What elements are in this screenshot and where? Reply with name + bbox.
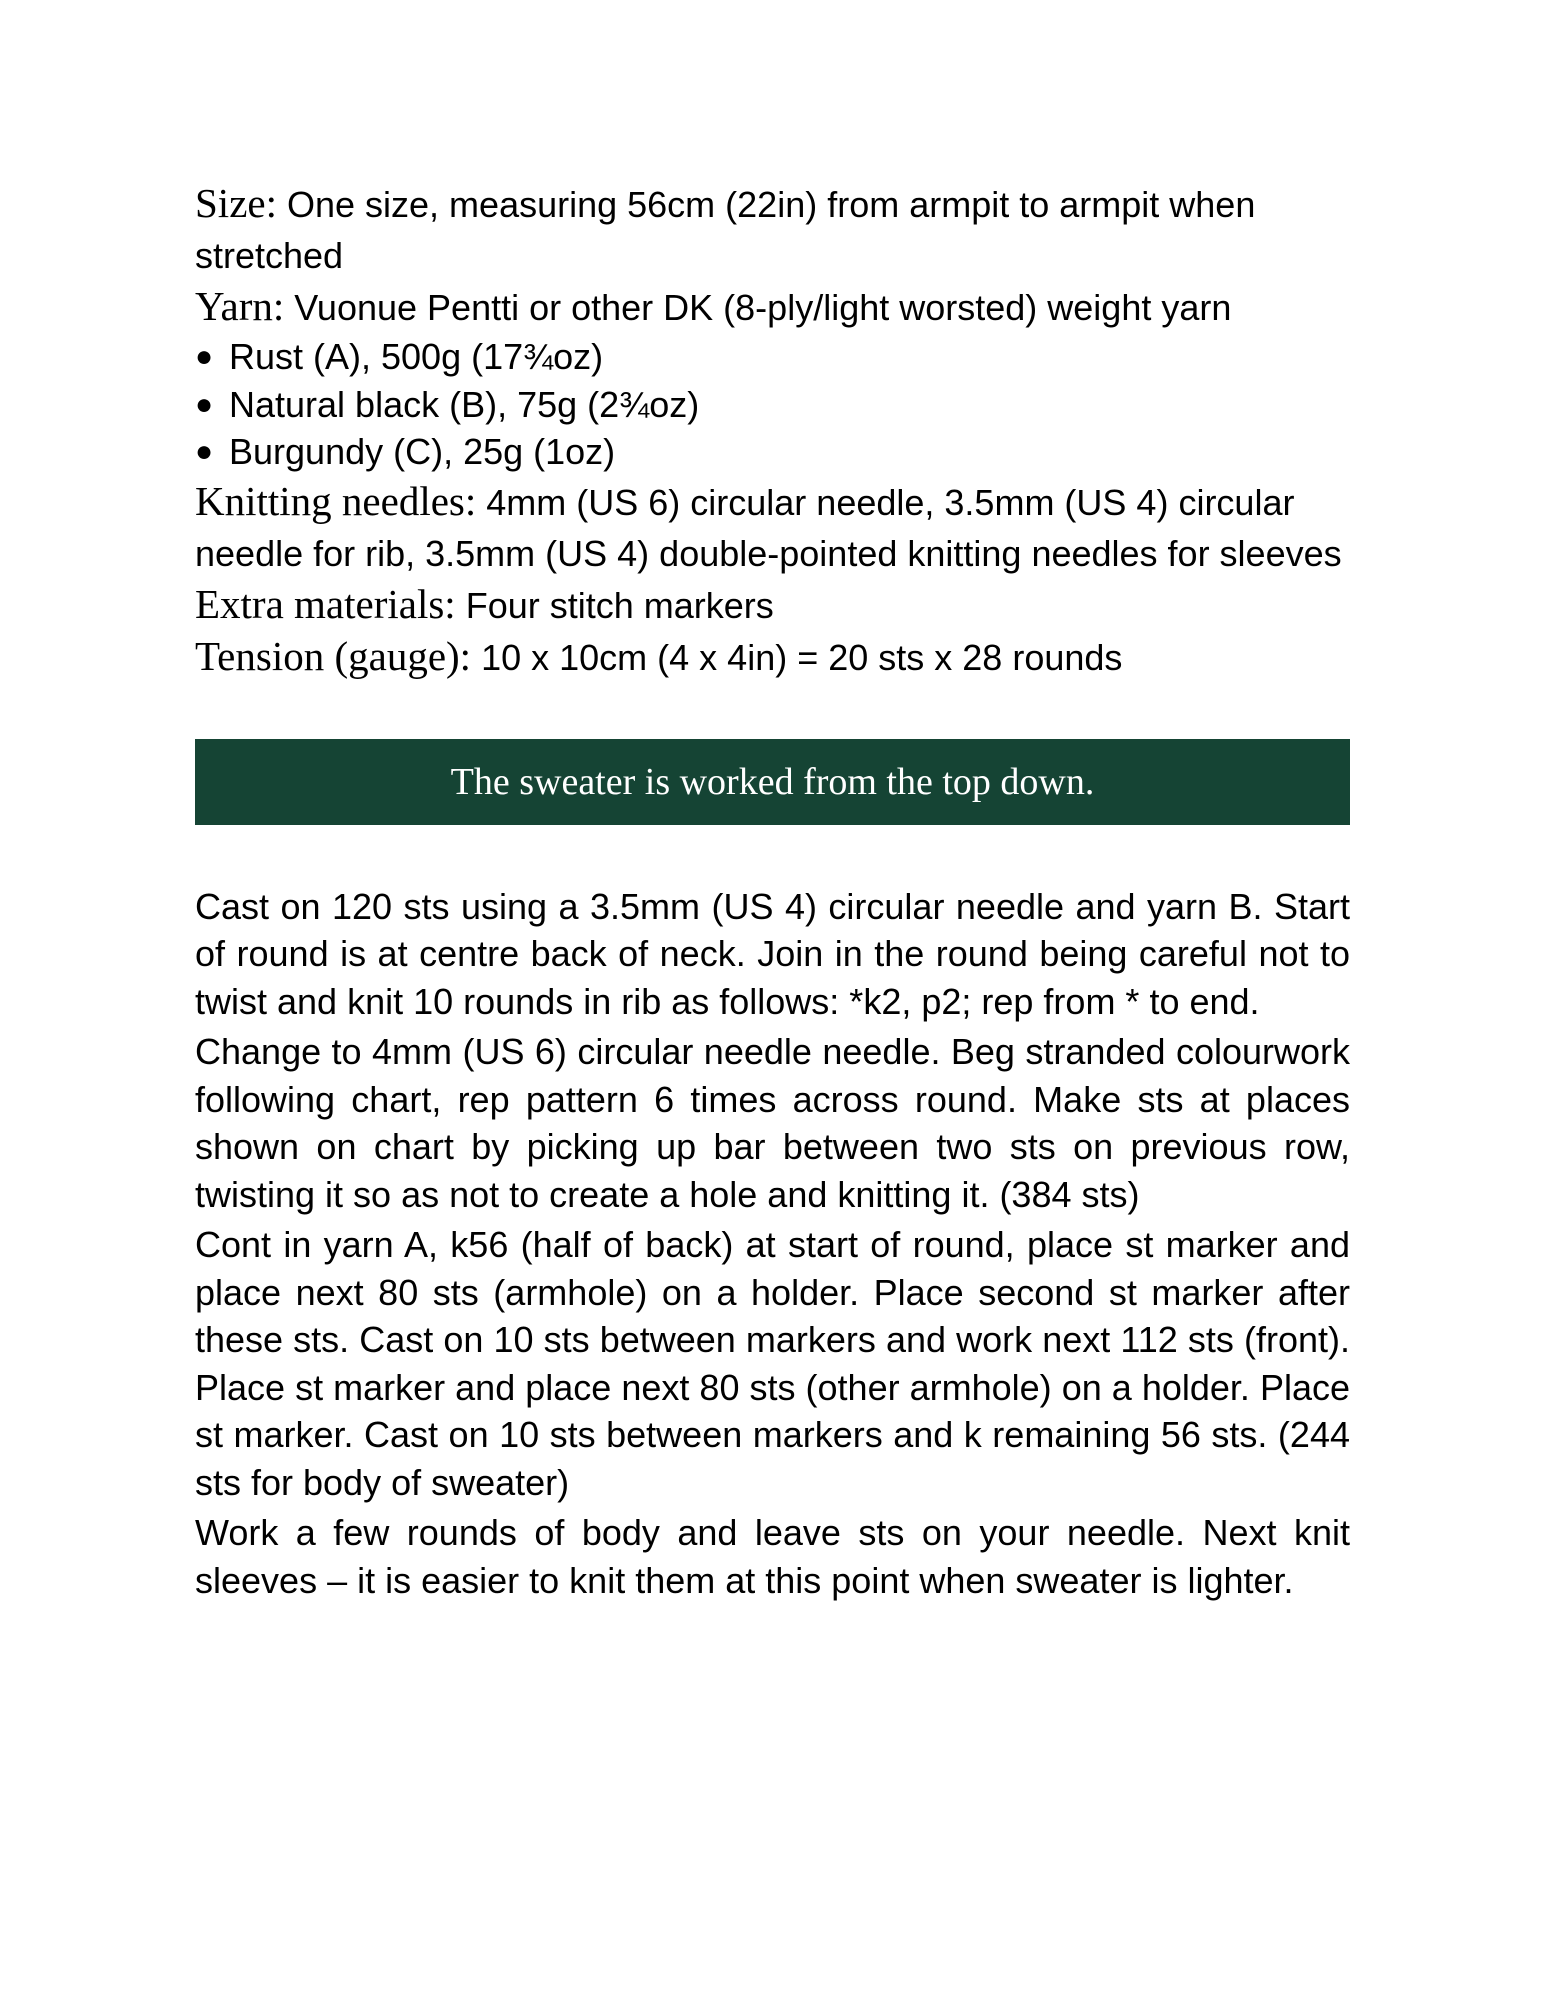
spec-needles — [195, 476, 1350, 579]
document-page — [195, 178, 1350, 1607]
spec-extras — [195, 579, 1350, 631]
yarn-list — [195, 333, 1350, 476]
spec-tension-value: 10 x 10cm (4 x 4in) = 20 sts x 28 rounds — [471, 636, 1123, 678]
spec-tension — [195, 631, 1350, 683]
instruction-paragraph: Cont in yarn A, k56 (half of back) at start of round, place st marker and place next 80 sts (armhole) on a holder. Place second st marker after these sts. Cast on 10 sts between markers and work next 112 sts (front). Place st marker and place next 80 sts (other armhole) on a holder. Place st marker. Cast on 10 sts between markers and k remaining 56 sts. (244 sts for body of sweater) — [195, 1224, 1350, 1503]
spec-tension-label: Tension (gauge): — [195, 632, 472, 679]
spec-size-value: One size, measuring 56cm (22in) from armpit to armpit when stretched — [195, 184, 1256, 276]
list-item: ● Burgundy (C), 25g (1oz) — [195, 428, 1350, 476]
instruction-paragraph: Change to 4mm (US 6) circular needle needle. Beg stranded colourwork following chart, rep pattern 6 times across round. Make sts at places shown on chart by picking up bar between two sts on previous row, twisting it so as not to create a hole and knitting it. (384 sts) — [195, 1031, 1350, 1215]
spec-needles-label: Knitting needles: — [195, 477, 477, 524]
bullet-icon: ● — [195, 435, 214, 468]
list-item: ● Natural black (B), 75g (2¾oz) — [195, 381, 1350, 429]
bullet-icon: ● — [195, 340, 214, 373]
section-banner: The sweater is worked from the top down. — [195, 739, 1350, 825]
instruction-paragraph: Work a few rounds of body and leave sts on your needle. Next knit sleeves – it is easier to knit them at this point when sweater is lighter. — [195, 1512, 1350, 1601]
spec-yarn — [195, 281, 1350, 333]
spec-extras-label: Extra materials: — [195, 580, 456, 627]
spec-size-label: Size: — [195, 180, 277, 226]
spec-yarn-value: Vuonue Pentti or other DK (8-ply/light worsted) weight yarn — [284, 287, 1232, 328]
instruction-paragraph: Cast on 120 sts using a 3.5mm (US 4) circular needle and yarn B. Start of round is at centre back of neck. Join in the round being careful not to twist and knit 10 rounds in rib as follows: *k2, p2; rep from * to end. — [195, 885, 1350, 1022]
spec-extras-value: Four stitch markers — [455, 584, 774, 626]
bullet-icon: ● — [195, 387, 214, 421]
spec-needles-value: 4mm (US 6) circular needle, 3.5mm (US 4) circular needle for rib, 3.5mm (US 4) double-pointed knitting needles for sleeves — [195, 481, 1342, 574]
spec-yarn-label: Yarn: — [195, 283, 285, 329]
spec-size — [195, 178, 1350, 281]
instructions — [195, 883, 1350, 1605]
list-item: ● Rust (A), 500g (17¾oz) — [195, 333, 1350, 381]
